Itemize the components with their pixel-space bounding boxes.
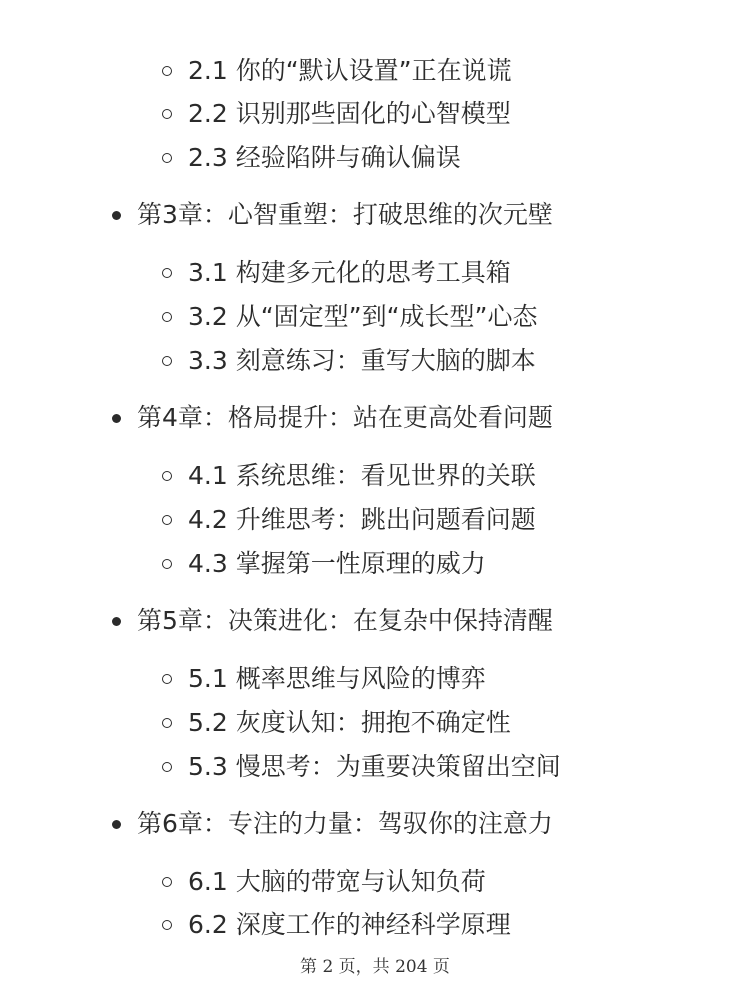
toc-section-label: 4.2 升维思考：跳出问题看问题 bbox=[188, 505, 536, 534]
hollow-circle-bullet-icon bbox=[162, 66, 172, 76]
toc-section-label: 4.3 掌握第一性原理的威力 bbox=[188, 549, 486, 578]
hollow-circle-bullet-icon bbox=[162, 718, 172, 728]
toc-section-label: 4.1 系统思维：看见世界的关联 bbox=[188, 461, 536, 490]
hollow-circle-bullet-icon bbox=[162, 920, 172, 930]
toc-section bbox=[162, 346, 536, 376]
hollow-circle-bullet-icon bbox=[162, 153, 172, 163]
toc-section-label: 5.1 概率思维与风险的博弈 bbox=[188, 664, 486, 693]
toc-chapter-label: 第3章：心智重塑：打破思维的次元壁 bbox=[137, 200, 553, 229]
toc-chapter bbox=[112, 403, 553, 433]
hollow-circle-bullet-icon bbox=[162, 471, 172, 481]
toc-section bbox=[162, 258, 511, 288]
hollow-circle-bullet-icon bbox=[162, 515, 172, 525]
hollow-circle-bullet-icon bbox=[162, 312, 172, 322]
toc-section-label: 2.3 经验陷阱与确认偏误 bbox=[188, 143, 461, 172]
toc-section bbox=[162, 867, 486, 897]
toc-section-label: 6.2 深度工作的神经科学原理 bbox=[188, 910, 511, 939]
toc-section bbox=[162, 302, 538, 332]
toc-section bbox=[162, 99, 511, 129]
toc-section-label: 3.2 从“固定型”到“成长型”心态 bbox=[188, 302, 538, 331]
hollow-circle-bullet-icon bbox=[162, 109, 172, 119]
filled-disc-bullet-icon bbox=[112, 211, 121, 220]
hollow-circle-bullet-icon bbox=[162, 877, 172, 887]
hollow-circle-bullet-icon bbox=[162, 559, 172, 569]
toc-chapter-label: 第6章：专注的力量：驾驭你的注意力 bbox=[137, 809, 553, 838]
toc-section-label: 5.2 灰度认知：拥抱不确定性 bbox=[188, 708, 511, 737]
toc-section bbox=[162, 708, 511, 738]
toc-section bbox=[162, 56, 512, 86]
hollow-circle-bullet-icon bbox=[162, 356, 172, 366]
filled-disc-bullet-icon bbox=[112, 617, 121, 626]
hollow-circle-bullet-icon bbox=[162, 674, 172, 684]
hollow-circle-bullet-icon bbox=[162, 268, 172, 278]
toc-section-label: 3.1 构建多元化的思考工具箱 bbox=[188, 258, 511, 287]
toc-chapter bbox=[112, 606, 553, 636]
filled-disc-bullet-icon bbox=[112, 820, 121, 829]
hollow-circle-bullet-icon bbox=[162, 762, 172, 772]
toc-section-label: 3.3 刻意练习：重写大脑的脚本 bbox=[188, 346, 536, 375]
toc-chapter bbox=[112, 809, 553, 839]
toc-section bbox=[162, 664, 486, 694]
toc-section bbox=[162, 910, 511, 940]
toc-section-label: 6.1 大脑的带宽与认知负荷 bbox=[188, 867, 486, 896]
filled-disc-bullet-icon bbox=[112, 414, 121, 423]
toc-section-label: 2.1 你的“默认设置”正在说谎 bbox=[188, 56, 512, 85]
page-number-footer: 第 2 页，共 204 页 bbox=[300, 957, 450, 977]
toc-chapter-label: 第4章：格局提升：站在更高处看问题 bbox=[137, 403, 553, 432]
toc-section-label: 2.2 识别那些固化的心智模型 bbox=[188, 99, 511, 128]
toc-chapter-label: 第5章：决策进化：在复杂中保持清醒 bbox=[137, 606, 553, 635]
toc-section bbox=[162, 752, 561, 782]
toc-section bbox=[162, 143, 461, 173]
toc-section-label: 5.3 慢思考：为重要决策留出空间 bbox=[188, 752, 561, 781]
toc-section bbox=[162, 549, 486, 579]
toc-section bbox=[162, 505, 536, 535]
toc-section bbox=[162, 461, 536, 491]
toc-chapter bbox=[112, 200, 553, 230]
